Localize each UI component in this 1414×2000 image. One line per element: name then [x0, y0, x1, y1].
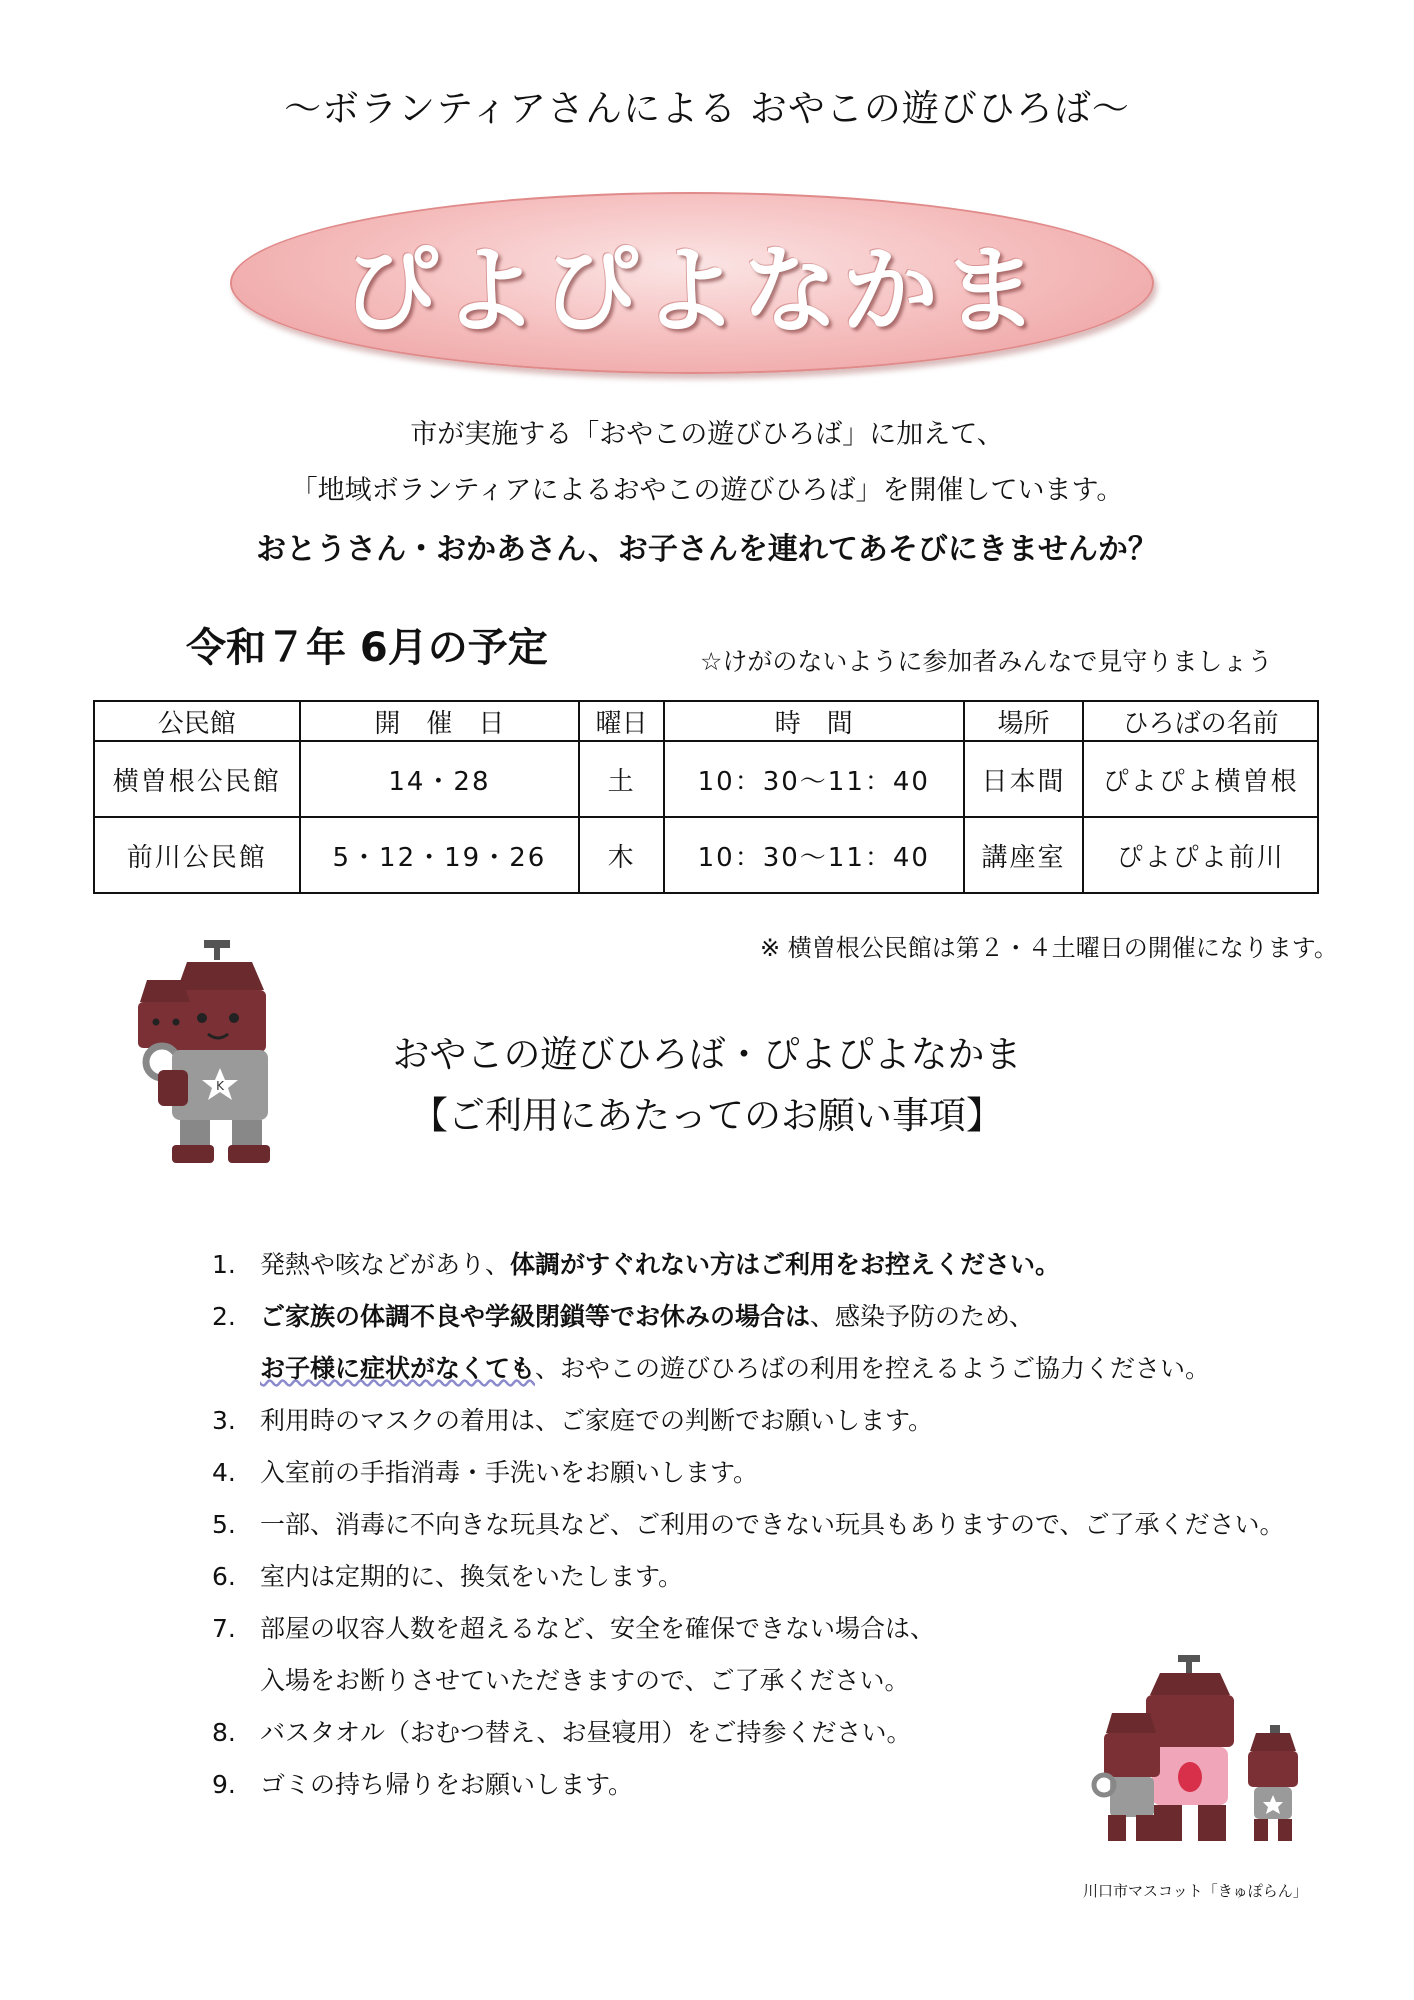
list-item	[212, 1245, 1060, 1281]
cell-time: 10：30〜11：40	[664, 817, 964, 893]
rule-text: 室内は定期的に、換気をいたします。	[260, 1562, 684, 1591]
header-place: 場所	[964, 701, 1084, 741]
table-note: ※ 横曽根公民館は第２・４土曜日の開催になります。	[760, 934, 1338, 962]
list-item	[212, 1453, 758, 1489]
list-item	[212, 1401, 933, 1437]
rules-subtitle: 【ご利用にあたってのお願い事項】	[411, 1094, 1003, 1137]
cell-date: 14・28	[300, 741, 580, 817]
cell-hiroba-name: ぴよぴよ横曽根	[1083, 741, 1318, 817]
rule-text-bold: お子様に症状がなくても	[260, 1354, 536, 1383]
header-date: 開 催 日	[300, 701, 580, 741]
title-banner	[230, 192, 1154, 374]
list-item	[212, 1349, 1210, 1385]
rule-number: 2.	[212, 1302, 236, 1331]
rule-number: 7.	[212, 1614, 236, 1643]
cell-place: 講座室	[964, 817, 1084, 893]
svg-text:K: K	[216, 1079, 224, 1093]
cell-time: 10：30〜11：40	[664, 741, 964, 817]
rule-number: 5.	[212, 1510, 236, 1539]
schedule-table	[93, 700, 1319, 894]
table-header-row	[94, 701, 1318, 741]
table-row	[94, 817, 1318, 893]
rule-text: バスタオル（おむつ替え、お昼寝用）をご持参ください。	[260, 1718, 912, 1747]
cell-place: 日本間	[964, 741, 1084, 817]
cell-kominkan: 前川公民館	[94, 817, 300, 893]
header-kominkan: 公民館	[94, 701, 300, 741]
header-time: 時 間	[664, 701, 964, 741]
intro-line-3: おとうさん・おかあさん、お子さんを連れてあそびにきませんか？	[256, 532, 1158, 567]
cell-date: 5・12・19・26	[300, 817, 580, 893]
rule-text: 発熱や咳などがあり、	[260, 1250, 511, 1279]
rule-number: 3.	[212, 1406, 236, 1435]
rule-number: 8.	[212, 1718, 236, 1747]
cell-weekday: 木	[579, 817, 664, 893]
header-weekday: 曜日	[579, 701, 664, 741]
intro-line-2: 「地域ボランティアによるおやこの遊びひろば」を開催しています。	[290, 475, 1124, 506]
rule-number: 6.	[212, 1562, 236, 1591]
list-item	[212, 1661, 910, 1697]
cell-hiroba-name: ぴよぴよ前川	[1083, 817, 1318, 893]
subtitle: 〜ボランティアさんによる おやこの遊びひろば〜	[284, 87, 1130, 130]
list-item	[212, 1713, 912, 1749]
list-item	[212, 1297, 1034, 1333]
rule-text-bold: ご家族の体調不良や学級閉鎖等でお休みの場合は	[260, 1302, 811, 1331]
list-item	[212, 1557, 683, 1593]
mascot-family-illustration	[1090, 1655, 1320, 1850]
rule-text: 、おやこの遊びひろばの利用を控えるようご協力ください。	[535, 1354, 1211, 1383]
cell-weekday: 土	[579, 741, 664, 817]
rule-number: 9.	[212, 1770, 236, 1799]
rule-number: 4.	[212, 1458, 236, 1487]
intro-line-1: 市が実施する「おやこの遊びひろば」に加えて、	[410, 419, 1004, 450]
list-item	[212, 1505, 1285, 1541]
table-row	[94, 741, 1318, 817]
list-item	[212, 1765, 633, 1801]
cell-kominkan: 横曽根公民館	[94, 741, 300, 817]
schedule-heading: 令和７年 6月の予定	[186, 625, 548, 671]
rule-text: 入室前の手指消毒・手洗いをお願いします。	[260, 1458, 759, 1487]
rule-text: ゴミの持ち帰りをお願いします。	[260, 1770, 634, 1799]
rule-text: 、感染予防のため、	[810, 1302, 1035, 1331]
rule-number: 1.	[212, 1250, 236, 1279]
rule-text: 利用時のマスクの着用は、ご家庭での判断でお願いします。	[260, 1406, 934, 1435]
safety-note: ☆けがのないように参加者みんなで見守りましょう	[700, 647, 1273, 676]
mascot-credit: 川口市マスコット「きゅぽらん」	[1083, 1882, 1308, 1900]
rule-text: 部屋の収容人数を超えるなど、安全を確保できない場合は、	[260, 1614, 936, 1643]
header-hiroba-name: ひろばの名前	[1083, 701, 1318, 741]
rule-text: 入場をお断りさせていただきますので、ご了承ください。	[260, 1666, 910, 1695]
rules-title: おやこの遊びひろば・ぴよぴよなかま	[392, 1033, 1022, 1076]
rule-text-bold: 体調がすぐれない方はご利用をお控えください。	[510, 1250, 1061, 1279]
list-item	[212, 1609, 935, 1645]
page-title: ぴよぴよなかま	[342, 234, 1042, 347]
rule-text: 一部、消毒に不向きな玩具など、ご利用のできない玩具もありますので、ご了承ください。	[260, 1510, 1285, 1539]
